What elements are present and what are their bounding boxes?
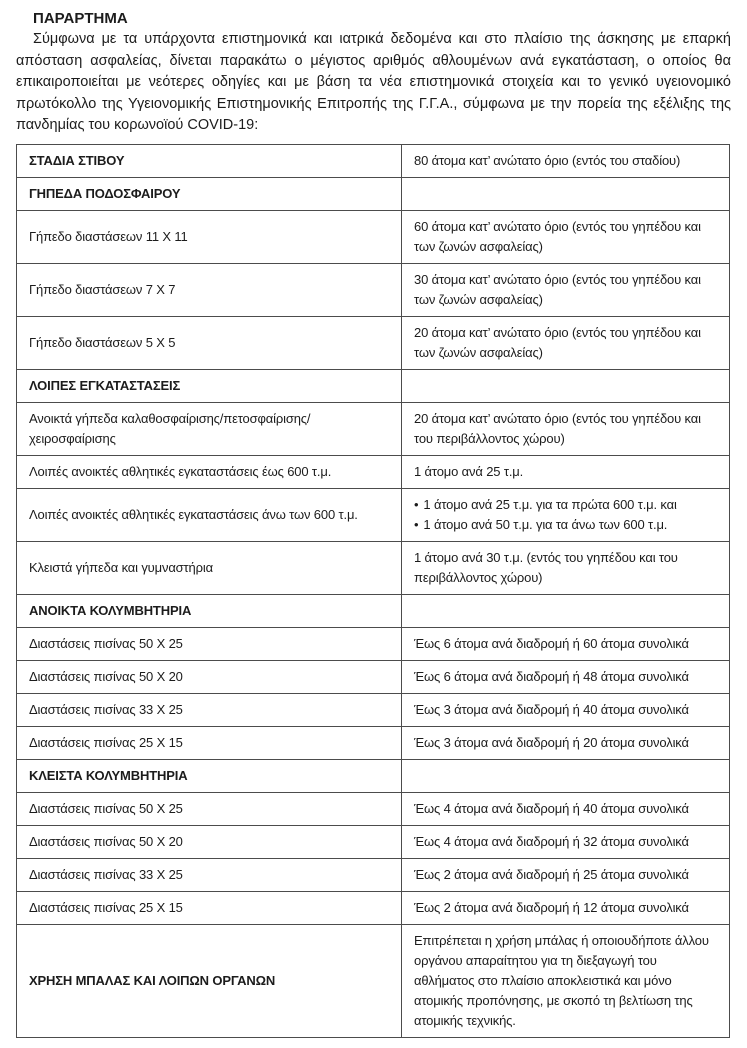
bullet-icon: • [414, 516, 419, 532]
facility-label: ΚΛΕΙΣΤΑ ΚΟΛΥΜΒΗΤΗΡΙΑ [29, 767, 188, 783]
facility-cell [17, 759, 402, 792]
limit-bullet-item [414, 515, 717, 535]
limit-text: 30 άτομα κατ’ ανώτατο όριο (εντός του γηπέδου και των ζωνών ασφαλείας) [414, 271, 701, 307]
facility-label: Γήπεδο διαστάσεων 11 Χ 11 [29, 228, 188, 244]
facility-cell [17, 541, 402, 594]
limit-text: Έως 6 άτομα ανά διαδρομή ή 60 άτομα συνολικά [414, 635, 689, 651]
capacity-table-body [17, 144, 730, 1037]
limit-cell [402, 541, 730, 594]
limit-cell [402, 726, 730, 759]
limit-text: 1 άτομο ανά 50 τ.μ. για τα άνω των 600 τ.μ. [423, 516, 668, 532]
limit-text: Έως 4 άτομα ανά διαδρομή ή 32 άτομα συνολικά [414, 833, 689, 849]
table-row [17, 660, 730, 693]
limit-text: 60 άτομα κατ’ ανώτατο όριο (εντός του γηπέδου και των ζωνών ασφαλείας) [414, 218, 701, 254]
facility-label: ΛΟΙΠΕΣ ΕΓΚΑΤΑΣΤΑΣΕΙΣ [29, 377, 181, 393]
facility-label: Διαστάσεις πισίνας 50 Χ 20 [29, 668, 183, 684]
table-row [17, 759, 730, 792]
facility-label: ΣΤΑΔΙΑ ΣΤΙΒΟΥ [29, 152, 125, 168]
facility-label: Κλειστά γήπεδα και γυμναστήρια [29, 559, 213, 575]
limit-cell [402, 455, 730, 488]
facility-cell [17, 792, 402, 825]
limit-bullet-item [414, 495, 717, 515]
limit-text: Έως 6 άτομα ανά διαδρομή ή 48 άτομα συνολικά [414, 668, 689, 684]
limit-text: Έως 3 άτομα ανά διαδρομή ή 20 άτομα συνολικά [414, 734, 689, 750]
facility-cell [17, 402, 402, 455]
limit-text: Έως 3 άτομα ανά διαδρομή ή 40 άτομα συνολικά [414, 701, 689, 717]
facility-cell [17, 263, 402, 316]
facility-cell [17, 726, 402, 759]
facility-label: ΓΗΠΕΔΑ ΠΟΔΟΣΦΑΙΡΟΥ [29, 185, 181, 201]
limit-text: 1 άτομο ανά 30 τ.μ. (εντός του γηπέδου και του περιβάλλοντος χώρου) [414, 549, 678, 585]
facility-cell [17, 177, 402, 210]
facility-cell [17, 627, 402, 660]
facility-cell [17, 825, 402, 858]
limit-text: 1 άτομο ανά 25 τ.μ. [414, 463, 524, 479]
facility-cell [17, 144, 402, 177]
limit-cell [402, 792, 730, 825]
facility-cell [17, 858, 402, 891]
facility-label: Διαστάσεις πισίνας 50 Χ 25 [29, 800, 183, 816]
facility-cell [17, 891, 402, 924]
limit-text: 80 άτομα κατ’ ανώτατο όριο (εντός του σταδίου) [414, 152, 681, 168]
table-row [17, 402, 730, 455]
table-row [17, 488, 730, 541]
facility-label: Διαστάσεις πισίνας 50 Χ 25 [29, 635, 183, 651]
facility-cell [17, 210, 402, 263]
table-row [17, 627, 730, 660]
limit-cell [402, 488, 730, 541]
facility-cell [17, 924, 402, 1037]
table-row [17, 263, 730, 316]
limit-text: Επιτρέπεται η χρήση μπάλας ή οποιουδήποτε άλλου οργάνου απαραίτητου για τη διεξαγωγή του αθλήματος στο πλαίσιο αποκλειστικά και μόνο ατομικής προπόνησης, με σκοπό τη βελτίωση της ατομικής τεχνικής. [414, 932, 709, 1028]
table-row [17, 891, 730, 924]
limit-cell [402, 924, 730, 1037]
limit-text: 20 άτομα κατ’ ανώτατο όριο (εντός του γηπέδου και των ζωνών ασφαλείας) [414, 324, 701, 360]
limit-cell [402, 263, 730, 316]
facility-label: Διαστάσεις πισίνας 25 Χ 15 [29, 899, 183, 915]
limit-cell [402, 316, 730, 369]
table-row [17, 369, 730, 402]
limit-cell [402, 402, 730, 455]
limit-cell [402, 594, 730, 627]
page-title: ΠΑΡΑΡΤΗΜΑ [33, 10, 128, 27]
facility-cell [17, 369, 402, 402]
facility-label: Λοιπές ανοικτές αθλητικές εγκαταστάσεις έως 600 τ.μ. [29, 463, 332, 479]
limit-cell [402, 825, 730, 858]
intro-paragraph: Σύμφωνα με τα υπάρχοντα επιστημονικά και ιατρικά δεδομένα και στο πλαίσιο της άσκησης με επαρκή απόσταση ασφαλείας, δίνεται παρακάτω ο μέγιστος αριθμός αθλουμένων ανά εγκατάσταση, ο οποίος θα επικαιροποιείται με νεότερες οδηγίες και με βάση τα νέα επιστημονικά στοιχεία και το γενικό υγειονομικό πρωτόκολλο της Υγειονομικής Επιστημονικής Επιτροπής της Γ.Γ.Α., σύμφωνα με την πορεία της εξέλιξης της πανδημίας του κορωνοϊού COVID-19: [16, 31, 731, 134]
limit-cell [402, 177, 730, 210]
capacity-table [16, 144, 730, 1038]
table-row [17, 455, 730, 488]
table-row [17, 693, 730, 726]
limit-cell [402, 759, 730, 792]
limit-cell [402, 891, 730, 924]
limit-cell [402, 369, 730, 402]
facility-label: Γήπεδο διαστάσεων 5 Χ 5 [29, 334, 176, 350]
table-row [17, 316, 730, 369]
limit-cell [402, 627, 730, 660]
facility-cell [17, 316, 402, 369]
facility-label: Διαστάσεις πισίνας 25 Χ 15 [29, 734, 183, 750]
facility-label: ΧΡΗΣΗ ΜΠΑΛΑΣ ΚΑΙ ΛΟΙΠΩΝ ΟΡΓΑΝΩΝ [29, 972, 276, 988]
facility-label: Διαστάσεις πισίνας 33 Χ 25 [29, 866, 183, 882]
table-row [17, 177, 730, 210]
table-row [17, 825, 730, 858]
facility-label: Διαστάσεις πισίνας 50 Χ 20 [29, 833, 183, 849]
facility-cell [17, 693, 402, 726]
facility-label: Διαστάσεις πισίνας 33 Χ 25 [29, 701, 183, 717]
limit-text: Έως 2 άτομα ανά διαδρομή ή 12 άτομα συνολικά [414, 899, 689, 915]
limit-cell [402, 660, 730, 693]
limit-text: 20 άτομα κατ’ ανώτατο όριο (εντός του γηπέδου και του περιβάλλοντος χώρου) [414, 410, 701, 446]
facility-cell [17, 660, 402, 693]
facility-cell [17, 488, 402, 541]
table-row [17, 858, 730, 891]
table-row [17, 792, 730, 825]
facility-cell [17, 455, 402, 488]
limit-text: Έως 4 άτομα ανά διαδρομή ή 40 άτομα συνολικά [414, 800, 689, 816]
facility-label: ΑΝΟΙΚΤΑ ΚΟΛΥΜΒΗΤΗΡΙΑ [29, 602, 192, 618]
table-row [17, 726, 730, 759]
table-row [17, 144, 730, 177]
table-row [17, 210, 730, 263]
facility-label: Λοιπές ανοικτές αθλητικές εγκαταστάσεις άνω των 600 τ.μ. [29, 506, 358, 522]
limit-cell [402, 210, 730, 263]
facility-cell [17, 594, 402, 627]
table-row [17, 924, 730, 1037]
table-row [17, 594, 730, 627]
bullet-icon: • [414, 496, 419, 512]
limit-cell [402, 693, 730, 726]
limit-cell [402, 144, 730, 177]
limit-text: 1 άτομο ανά 25 τ.μ. για τα πρώτα 600 τ.μ. και [423, 496, 677, 512]
limit-text: Έως 2 άτομα ανά διαδρομή ή 25 άτομα συνολικά [414, 866, 689, 882]
table-row [17, 541, 730, 594]
facility-label: Γήπεδο διαστάσεων 7 Χ 7 [29, 281, 176, 297]
facility-label: Ανοικτά γήπεδα καλαθοσφαίρισης/πετοσφαίρισης/χειροσφαίρισης [29, 410, 311, 446]
limit-cell [402, 858, 730, 891]
